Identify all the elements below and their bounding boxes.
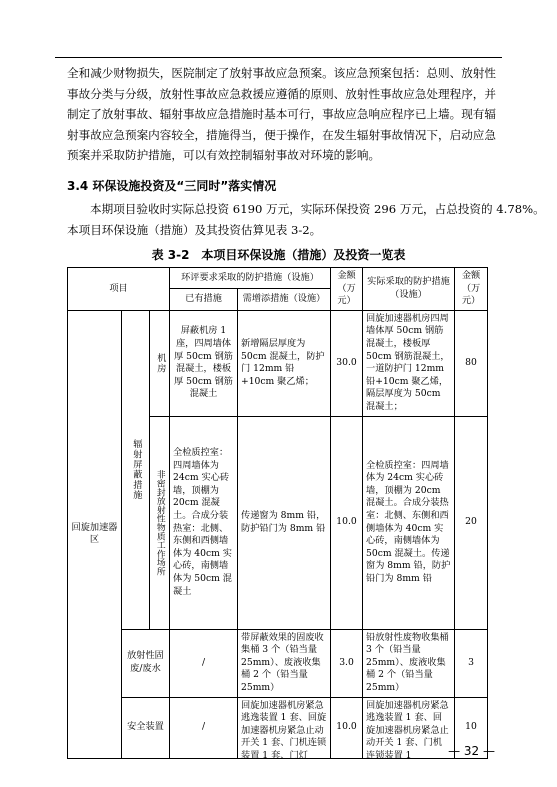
section-heading: 3.4 环保设施投资及“三同时”落实情况	[67, 179, 277, 193]
actual-amount-cell: 10	[455, 697, 488, 758]
actual-cell	[363, 697, 455, 761]
investment-line: 本期项目验收时实际总投资 6190 万元，实际环保投资 296 万元，占总投资的 4.78%。	[90, 202, 545, 216]
area-cell: 回旋加速器区	[68, 310, 122, 758]
sub-cell	[150, 416, 170, 629]
amount-cell: 10.0	[331, 697, 363, 758]
existing-cell: 全检质控室：四周墙体为 24cm 实心砖墙，顶棚为 20cm 混凝土。合成分装热室：北侧、东侧和西侧墙体为 40cm 实心砖，南侧墙体为 50cm 混凝土	[170, 416, 238, 629]
sub-label: 非密封放射性物质工作场所	[154, 469, 165, 576]
sub-label: 机房	[154, 352, 166, 374]
sub-cell	[150, 310, 170, 416]
amount-cell: 3.0	[331, 629, 363, 697]
actual-amount-cell: 3	[455, 629, 488, 697]
actual-cell-text: 回旋加速器机房紧急逃逸装置 1 套、回旋加速器机房紧急止动开关 1 套、门机连锁装置 1	[366, 699, 449, 761]
intro-line: 射事故应急预案内容较全，措施得当，便于操作，在发生辐射事故情况下，启动应急	[67, 127, 496, 142]
header-existing: 已有措施	[170, 289, 238, 310]
header-eia-measures: 环评要求采取的防护措施（设施）	[170, 268, 331, 289]
amount-cell: 10.0	[331, 416, 363, 629]
intro-line: 全和减少财物损失，医院制定了放射事故应急预案。该应急预案包括：总则、放射性	[67, 66, 496, 80]
header-project: 项目	[68, 268, 170, 311]
existing-cell: /	[170, 697, 238, 758]
amount-cell: 30.0	[331, 310, 363, 416]
header-new: 需增添措施（设施）	[238, 289, 331, 310]
actual-cell: 铅放射性废物收集桶 3 个（铅当量 25mm）、废液收集桶 2 个（铅当量 25mm）	[363, 629, 455, 697]
existing-cell: 屏蔽机房 1 座，四周墙体厚 50cm 钢筋混凝土，楼板厚 50cm 钢筋混凝土	[170, 310, 238, 416]
header-amount-eia: 金额（万元）	[331, 268, 363, 311]
intro-paragraph	[67, 63, 496, 166]
investment-line: 本项目环保设施（措施）及其投资估算见表 3-2。	[67, 222, 322, 237]
environmental-investment-table	[67, 267, 488, 759]
intro-line: 预案并采取防护措施，可以有效控制辐射事故对环境的影响。	[67, 148, 381, 163]
top-border	[55, 57, 502, 58]
actual-amount-cell: 80	[455, 310, 488, 416]
new-cell-text: 回旋加速器机房紧急逃逸装置 1 套、回旋加速器机房紧急止动开关 1 套、门机连锁装置 1 套、门灯	[241, 699, 327, 761]
sub-cell: 放射性固废/废水	[122, 629, 170, 697]
intro-line: 制定了放射事故、辐射事故应急措施时基本可行，事故应急响应程序已上墙。现有辐	[67, 107, 496, 122]
header-amount-actual: 金额（万元）	[455, 268, 488, 311]
actual-amount-cell: 20	[455, 416, 488, 629]
investment-paragraph	[67, 199, 545, 240]
sub-cell: 安全装置	[122, 697, 170, 758]
actual-cell: 回旋加速器机房四周墙体厚 50cm 钢筋混凝土，楼板厚 50cm 钢筋混凝土，一道防护门 12mm 铅+10cm 聚乙烯，隔层厚度为 50cm 混凝土；	[363, 310, 455, 416]
table-caption: 表 3-2 本项目环保设施（措施）及投资一览表	[151, 248, 406, 262]
header-actual-measures: 实际采取的防护措施（设施）	[363, 268, 455, 311]
new-cell: 传递窗为 8mm 铅，防护铅门为 8mm 铅	[238, 416, 331, 629]
new-cell: 新增隔层厚度为 50cm 混凝土，防护门 12mm 铅+10cm 聚乙烯；	[238, 310, 331, 416]
intro-line: 事故分类与分级，放射性事故应急救援应遵循的原则、放射性事故应急处理程序，并	[67, 86, 496, 101]
page-number: — 32 —	[448, 744, 495, 758]
group-label: 辐射屏蔽措施	[130, 439, 142, 501]
existing-cell: /	[170, 629, 238, 697]
new-cell	[238, 697, 331, 761]
new-cell: 带屏蔽效果的固废收集桶 3 个（铅当量 25mm）、废液收集桶 2 个（铅当量 25mm）	[238, 629, 331, 697]
actual-cell: 全检质控室：四周墙体为 24cm 实心砖墙，顶棚为 20cm 混凝土。合成分装热室：北侧、东侧和西侧墙体为 40cm 实心砖，南侧墙体为 50cm 混凝土。传递窗为 8mm 铅，防护铅门为 8mm 铅	[363, 416, 455, 629]
group-cell	[122, 310, 150, 629]
